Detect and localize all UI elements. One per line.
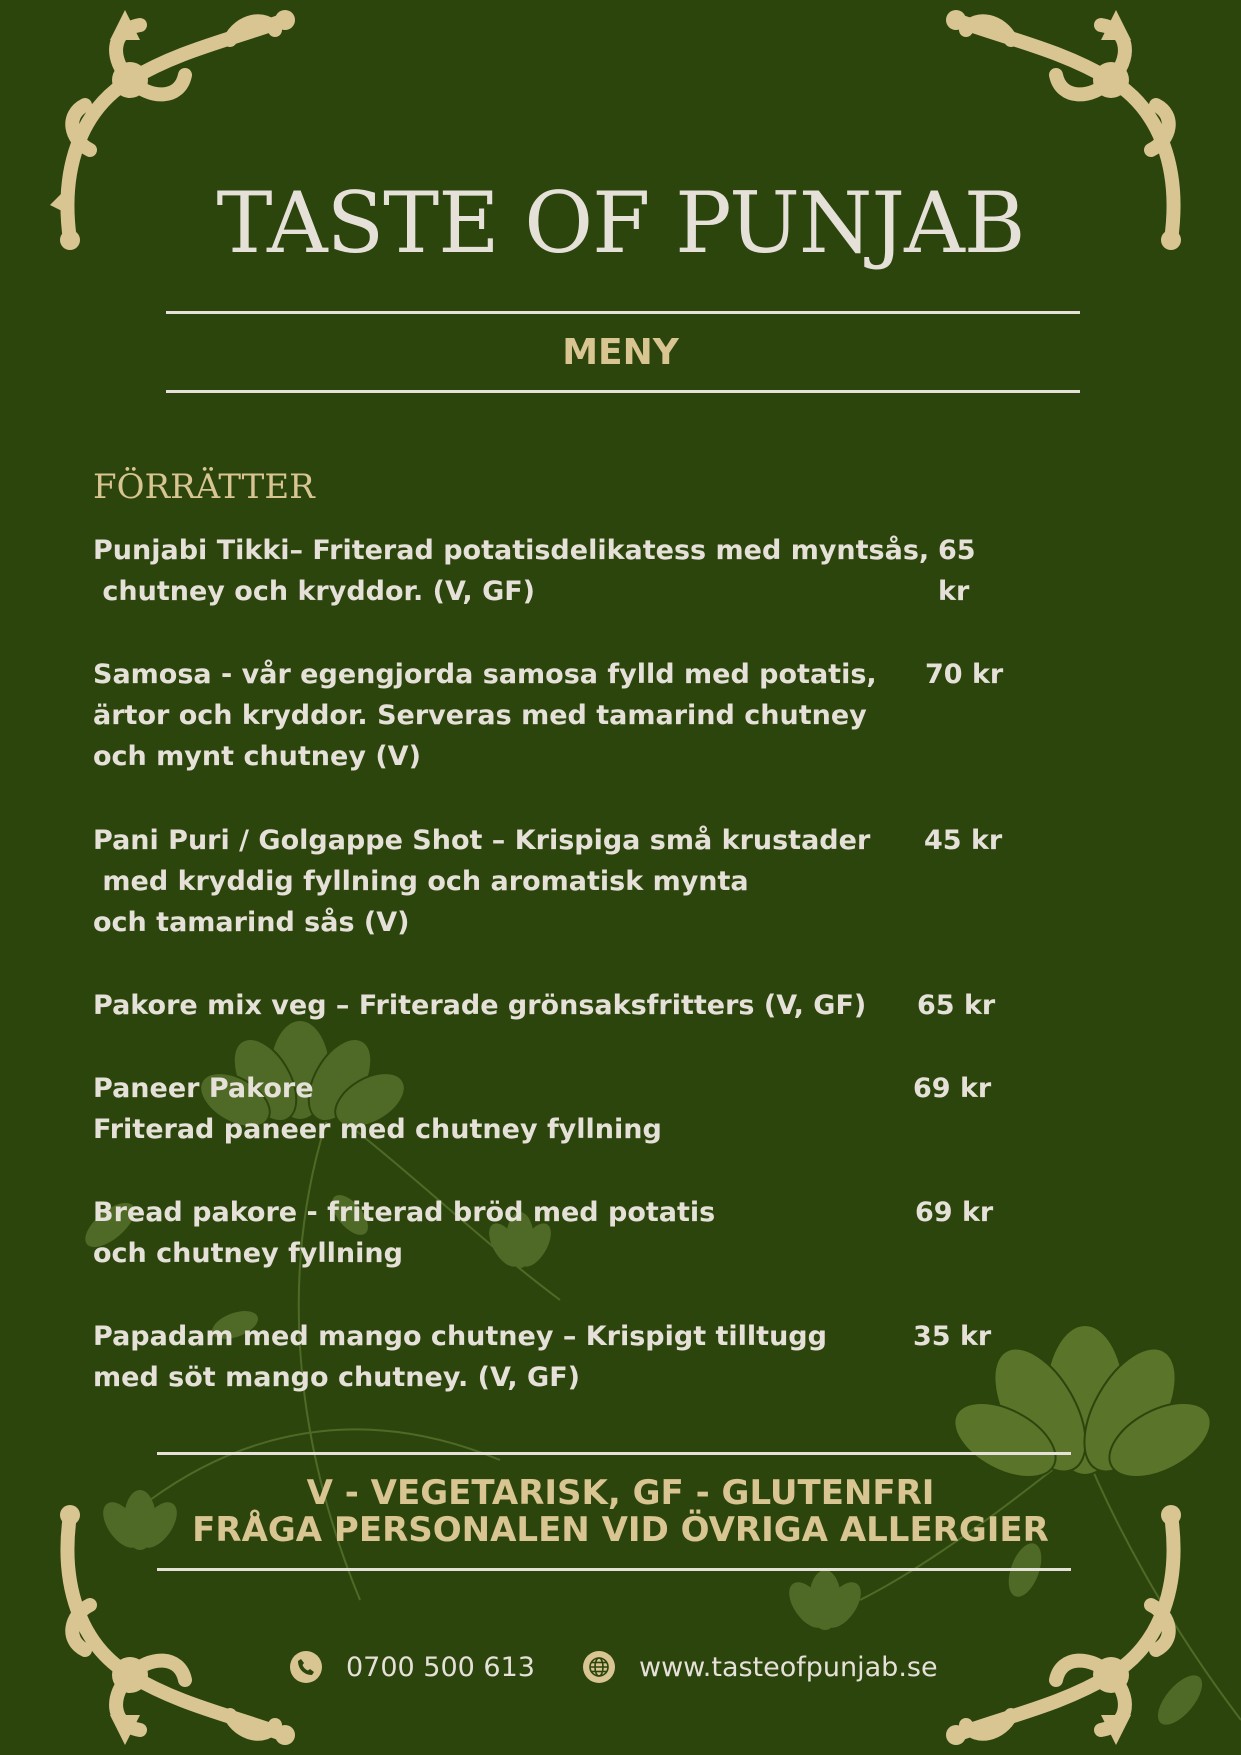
menu-item-description: Bread pakore - friterad bröd med potatis och chutney fyllning — [93, 1197, 716, 1269]
menu-item-description: Paneer Pakore Friterad paneer med chutney fyllning — [93, 1073, 662, 1145]
phone-icon — [290, 1651, 322, 1683]
diet-legend: V - VEGETARISK, GF - GLUTENFRI — [306, 1473, 935, 1513]
menu-item-description: Pakore mix veg – Friterade grönsaksfritters (V, GF) — [93, 990, 867, 1021]
menu-item-description: Pani Puri / Golgappe Shot – Krispiga små krustader med kryddig fyllning och aromatisk mynta och tamarind sås (V) — [93, 825, 871, 938]
menu-item-price: 69 kr — [915, 1197, 994, 1228]
divider — [157, 1452, 1071, 1455]
website-link[interactable] — [583, 1645, 938, 1689]
menu-item-price: 65 kr — [917, 990, 996, 1021]
divider — [166, 311, 1080, 314]
globe-icon — [583, 1651, 615, 1683]
phone-number: 0700 500 613 — [346, 1651, 535, 1683]
website-url: www.tasteofpunjab.se — [639, 1651, 938, 1683]
restaurant-title: TASTE OF PUNJAB — [216, 174, 1025, 272]
divider — [166, 390, 1080, 393]
menu-item-price: 35 kr — [913, 1321, 992, 1352]
menu-item-description: Papadam med mango chutney – Krispigt tilltugg med söt mango chutney. (V, GF) — [93, 1321, 827, 1393]
menu-subtitle: MENY — [562, 332, 679, 373]
section-title: FÖRRÄTTER — [93, 467, 315, 507]
menu-item-price: 45 kr — [924, 825, 1003, 856]
menu-item-description: Punjabi Tikki– Friterad potatisdelikatess med myntsås, chutney och kryddor. (V, GF) — [93, 535, 930, 607]
menu-item-description: Samosa - vår egengjorda samosa fylld med potatis, ärtor och kryddor. Serveras med tamarind chutney och mynt chutney (V) — [93, 659, 877, 772]
menu-item-price: 69 kr — [913, 1073, 992, 1104]
divider — [157, 1568, 1071, 1571]
menu-item-price: 70 kr — [925, 659, 1004, 690]
allergy-note: FRÅGA PERSONALEN VID ÖVRIGA ALLERGIER — [192, 1510, 1049, 1550]
menu-item-price: 65 kr — [938, 535, 976, 607]
phone-contact[interactable] — [290, 1645, 535, 1689]
